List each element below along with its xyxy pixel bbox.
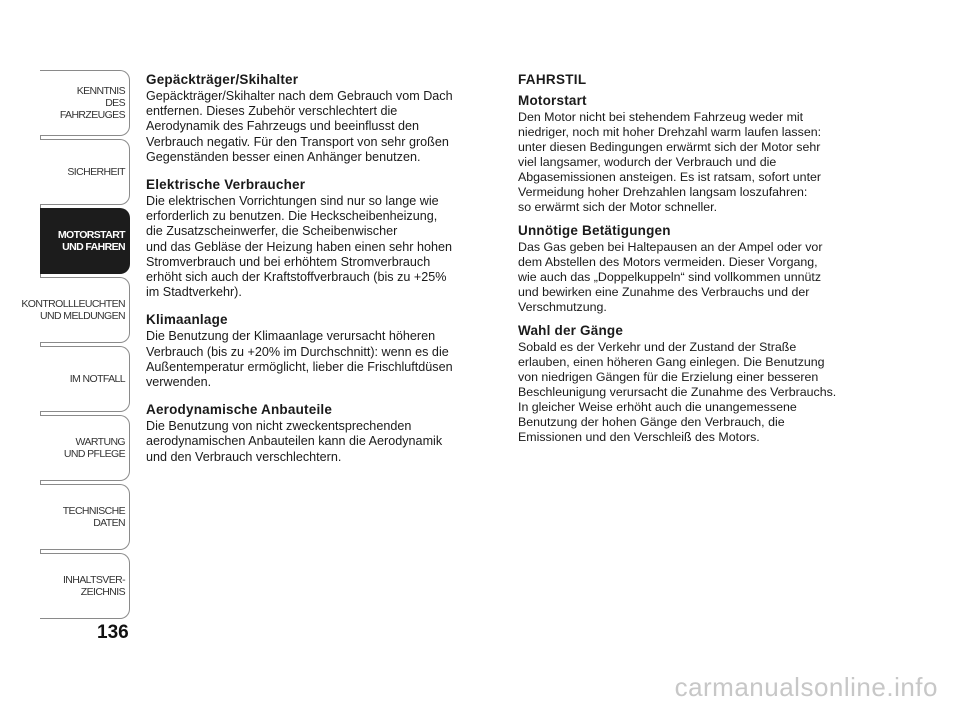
section-text: Die elektrischen Vorrichtungen sind nur so lange wie erforderlich zu benutzen. Die Heckscheibenheizung, die Zusatzscheinwerfer, die Scheibenwischer und das Gebläse der Heizung haben einen sehr hohen Stromverbrauch und bei erhöhtem Stromverbrauch erhöht sich auch der Kraftstoffverbrauch (bis zu +25% im Stadtverkehr).: [146, 194, 452, 300]
section-text: Das Gas geben bei Haltepausen an der Ampel oder vor dem Abstellen des Motors vermeiden. Dieser Vorgang, wie auch das „Doppelkuppeln“ sind vollkommen unnütz und bewirken eine Zunahme des Verbrauchs und der Verschmutzung.: [518, 240, 823, 314]
section-heading: Wahl der Gänge: [518, 323, 624, 338]
section-text: Gepäckträger/Skihalter nach dem Gebrauch vom Dach entfernen. Dieses Zubehör verschlechtert die Aerodynamik des Fahrzeugs und beeinflusst den Verbrauch negativ. Für den Transport von sehr großen Gegenständen besser einen Anhänger benutzen.: [146, 89, 453, 164]
right-column: [518, 72, 868, 453]
tab-label: WARTUNG UND PFLEGE: [63, 436, 125, 460]
tab-kontrollleuchten-und-meldungen[interactable]: [21, 277, 130, 343]
section-heading: Elektrische Verbraucher: [146, 177, 306, 193]
section-heading: Aerodynamische Anbauteile: [146, 402, 333, 418]
section-heading: Klimaanlage: [146, 312, 228, 328]
tab-kenntnis-des-fahrzeuges[interactable]: [40, 70, 130, 136]
section-heading: Motorstart: [518, 93, 587, 108]
tab-label: KONTROLLLEUCHTEN UND MELDUNGEN: [21, 298, 125, 322]
page-number: 136: [97, 622, 129, 643]
section-text: Die Benutzung der Klimaanlage verursacht höheren Verbrauch (bis zu +20% im Durchschnitt): wenn es die Außentemperatur ermöglicht, lieber die Frischluftdüsen verwenden.: [146, 329, 453, 390]
tab-im-notfall[interactable]: [40, 346, 130, 412]
section-text: Den Motor nicht bei stehendem Fahrzeug weder mit niedriger, noch mit hoher Drehzahl warm laufen lassen: unter diesen Bedingungen erwärmt sich der Motor sehr viel langsamer, wodurch der Verbrauch und die Abgasemissionen ansteigen. Es ist ratsam, sofort unter Vermeidung hoher Drehzahlen langsam loszufahren: so erwärmt sich der Motor schneller.: [518, 110, 822, 214]
tab-motorstart-und-fahren[interactable]: [40, 208, 130, 274]
tab-technische-daten[interactable]: [40, 484, 130, 550]
tab-label: INHALTSVER- ZEICHNIS: [62, 574, 125, 598]
tab-label: KENNTNIS DES FAHRZEUGES: [59, 85, 125, 121]
tab-sicherheit[interactable]: [40, 139, 130, 205]
watermark: carmanualsonline.info: [674, 672, 938, 702]
section-heading: Gepäckträger/Skihalter: [146, 72, 299, 87]
tab-label: SICHERHEIT: [67, 166, 125, 178]
tab-label: TECHNISCHE DATEN: [62, 505, 125, 529]
left-column: [146, 72, 491, 477]
section-text: Die Benutzung von nicht zweckentsprechenden aerodynamischen Anbauteilen kann die Aerodynamik und den Verbrauch verschlechtern.: [146, 419, 443, 464]
section-heading: Unnötige Betätigungen: [518, 223, 671, 238]
section-text: Sobald es der Verkehr und der Zustand der Straße erlauben, einen höheren Gang einlegen. Die Benutzung von niedrigen Gängen für die Erzielung einer besseren Beschleunigung verursacht die Zunahme des Verbrauchs. In gleicher Weise erhöht auch die unangemessene Benutzung der hohen Gänge den Verbrauch, die Emissionen und den Verschleiß des Motors.: [518, 340, 837, 444]
chapter-title: FAHRSTIL: [518, 72, 587, 87]
tab-label: MOTORSTART UND FAHREN: [57, 229, 125, 253]
tab-wartung-und-pflege[interactable]: [40, 415, 130, 481]
chapter-sidebar: [21, 70, 132, 618]
tab-label: IM NOTFALL: [69, 373, 125, 385]
tab-inhaltsverzeichnis[interactable]: [40, 553, 130, 619]
